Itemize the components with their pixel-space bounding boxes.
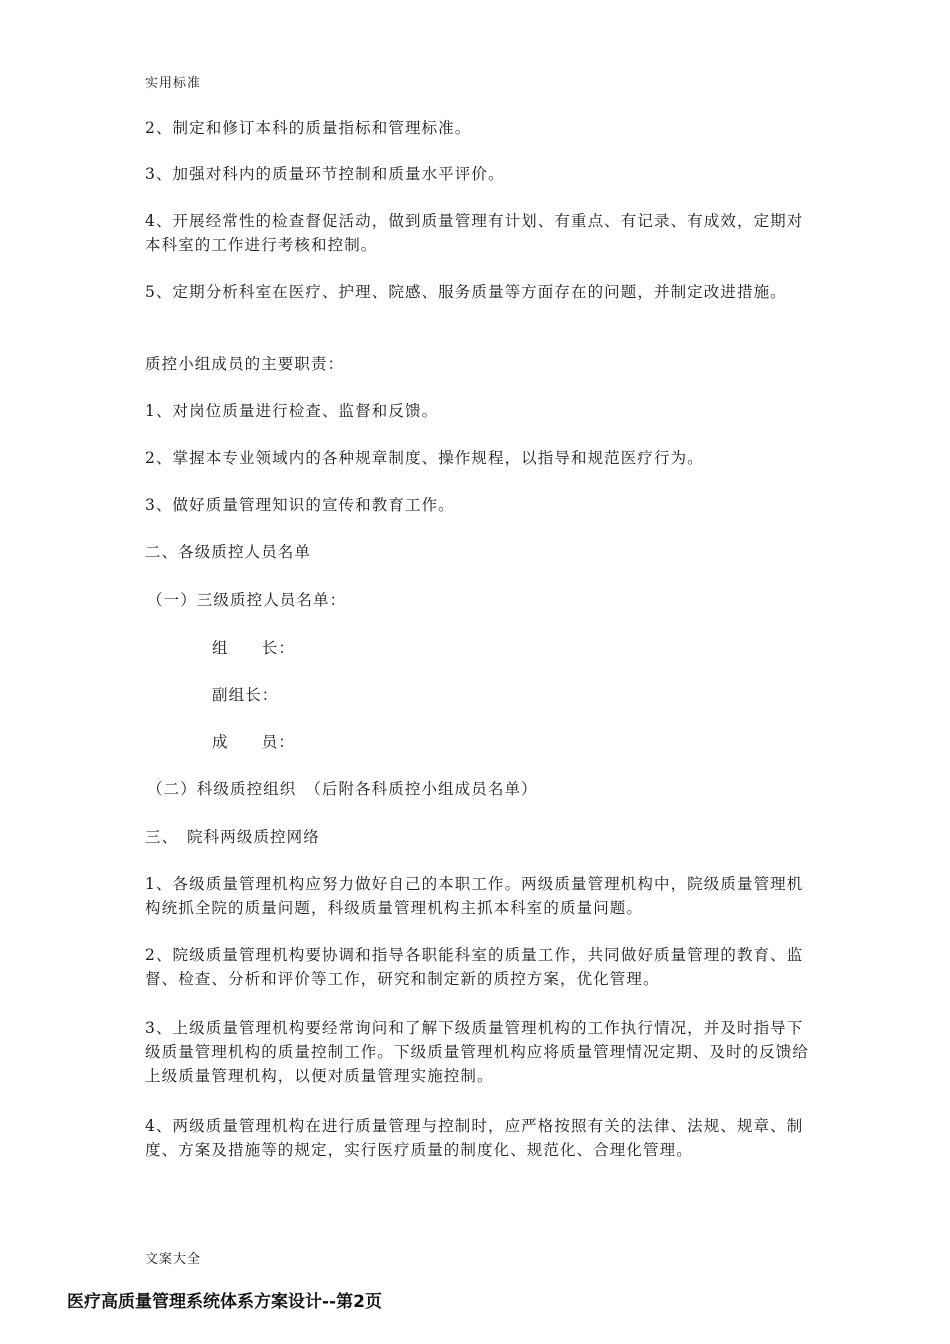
section-heading: 质控小组成员的主要职责： bbox=[145, 355, 345, 373]
paragraph: 2、掌握本专业领域内的各种规章制度、操作规程，以指导和规范医疗行为。 bbox=[145, 449, 704, 467]
page-header: 实用标准 bbox=[145, 76, 202, 91]
section-heading: 二、各级质控人员名单 bbox=[145, 543, 312, 561]
paragraph: 4、两级质量管理机构在进行质量管理与控制时，应严格按照有关的法律、法规、规章、制度、方案及措施等的规定，实行医疗质量的制度化、规范化、合理化管理。 bbox=[145, 1117, 804, 1159]
paragraph: 2、院级质量管理机构要协调和指导各职能科室的质量工作，共同做好质量管理的教育、监督、检查、分析和评价等工作，研究和制定新的质控方案，优化管理。 bbox=[145, 946, 804, 988]
paragraph: 1、各级质量管理机构应努力做好自己的本职工作。两级质量管理机构中，院级质量管理机构统抓全院的质量问题，科级质量管理机构主抓本科室的质量问题。 bbox=[145, 875, 804, 917]
list-item: 组 长： bbox=[212, 639, 296, 657]
list-item: 成 员： bbox=[212, 733, 296, 751]
subsection-heading: （二）科级质控组织 （后附各科质控小组成员名单） bbox=[147, 780, 538, 798]
paragraph: 2、制定和修订本科的质量指标和管理标准。 bbox=[145, 119, 472, 137]
paragraph: 3、做好质量管理知识的宣传和教育工作。 bbox=[145, 496, 455, 514]
paragraph: 1、对岗位质量进行检查、监督和反馈。 bbox=[145, 402, 439, 420]
document-title: 医疗高质量管理系统体系方案设计--第2页 bbox=[67, 1292, 382, 1312]
paragraph: 3、加强对科内的质量环节控制和质量水平评价。 bbox=[145, 165, 505, 183]
list-item: 副组长： bbox=[212, 686, 279, 704]
paragraph: 5、定期分析科室在医疗、护理、院感、服务质量等方面存在的问题，并制定改进措施。 bbox=[145, 283, 787, 301]
subsection-heading: （一）三级质控人员名单： bbox=[147, 591, 347, 609]
paragraph: 4、开展经常性的检查督促活动，做到质量管理有计划、有重点、有记录、有成效，定期对本科室的工作进行考核和控制。 bbox=[145, 212, 804, 254]
section-heading: 三、 院科两级质控网络 bbox=[145, 828, 320, 846]
page-footer: 文案大全 bbox=[145, 1252, 202, 1267]
paragraph: 3、上级质量管理机构要经常询问和了解下级质量管理机构的工作执行情况，并及时指导下级质量管理机构的质量控制工作。下级质量管理机构应将质量管理情况定期、及时的反馈给上级质量管理机构，以便对质量管理实施控制。 bbox=[145, 1019, 810, 1085]
